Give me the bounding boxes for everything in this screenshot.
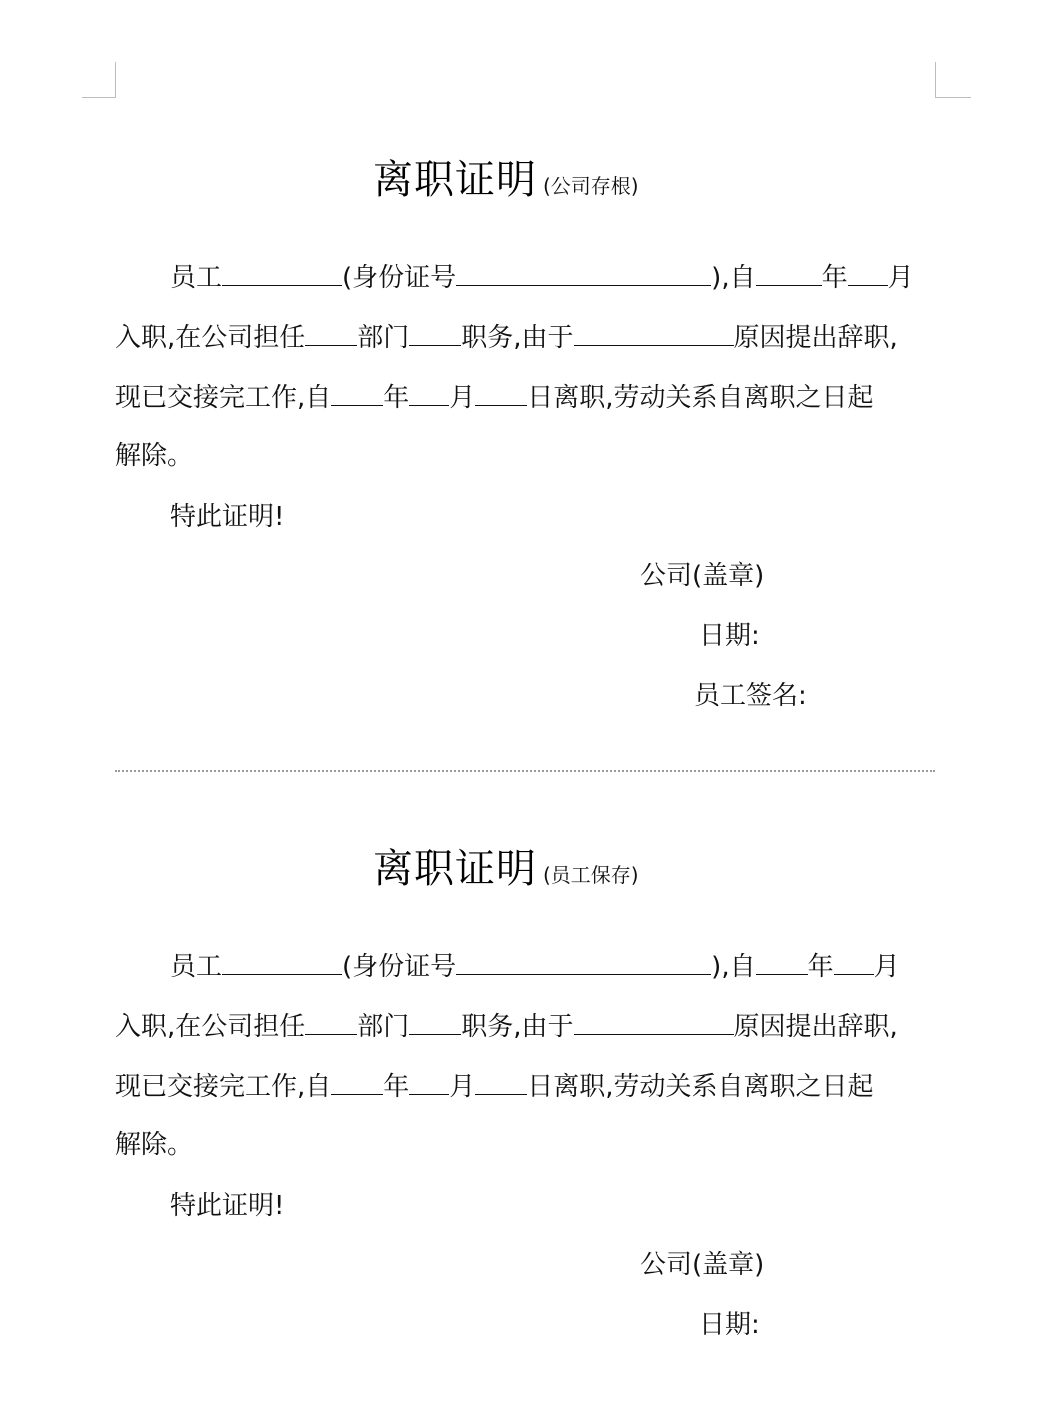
blank-join-month[interactable] [848,263,888,286]
blank-leave-day[interactable] [475,383,527,406]
closing-line: 特此证明! [170,1191,285,1221]
blank-department[interactable] [305,1012,357,1035]
blank-department[interactable] [305,323,357,346]
body-line-1: 员工 (身份证号 ),自 年 月 [170,952,900,982]
body-line-1: 员工 (身份证号 ),自 年 月 [170,263,914,293]
certificate-title [373,148,639,205]
certificate-employee-copy [0,689,1062,1379]
title-main: 离职证明 [373,846,537,892]
title-main: 离职证明 [373,157,537,203]
blank-id-number[interactable] [456,263,711,286]
blank-join-year[interactable] [756,952,808,975]
body-line-4: 解除。 [115,1130,194,1160]
body-line-4: 解除。 [115,441,194,471]
company-seal-label: 公司(盖章) [640,1250,765,1280]
closing-line: 特此证明! [170,502,285,532]
company-seal-label: 公司(盖章) [640,561,765,591]
blank-employee-name[interactable] [222,952,342,975]
blank-leave-month[interactable] [409,383,449,406]
title-subtitle: (公司存根) [543,174,639,198]
blank-reason[interactable] [574,1012,734,1035]
blank-id-number[interactable] [456,952,711,975]
certificate-title [373,837,639,894]
body-line-3: 现已交接完工作,自 年 月 日离职,劳动关系自离职之日起 [115,383,874,413]
body-line-2: 入职,在公司担任 部门 职务,由于 原因提出辞职, [115,323,898,353]
date-label: 日期: [699,1310,760,1340]
blank-employee-name[interactable] [222,263,342,286]
blank-position[interactable] [409,1012,461,1035]
blank-leave-day[interactable] [475,1072,527,1095]
body-line-3: 现已交接完工作,自 年 月 日离职,劳动关系自离职之日起 [115,1072,874,1102]
date-label: 日期: [699,621,760,651]
blank-position[interactable] [409,323,461,346]
body-line-2: 入职,在公司担任 部门 职务,由于 原因提出辞职, [115,1012,898,1042]
blank-reason[interactable] [574,323,734,346]
employee-signature-label: 员工签名: [694,681,807,711]
title-subtitle: (员工保存) [543,863,639,887]
blank-leave-year[interactable] [331,1072,383,1095]
blank-leave-year[interactable] [331,383,383,406]
blank-join-year[interactable] [756,263,822,286]
blank-join-month[interactable] [834,952,874,975]
blank-leave-month[interactable] [409,1072,449,1095]
